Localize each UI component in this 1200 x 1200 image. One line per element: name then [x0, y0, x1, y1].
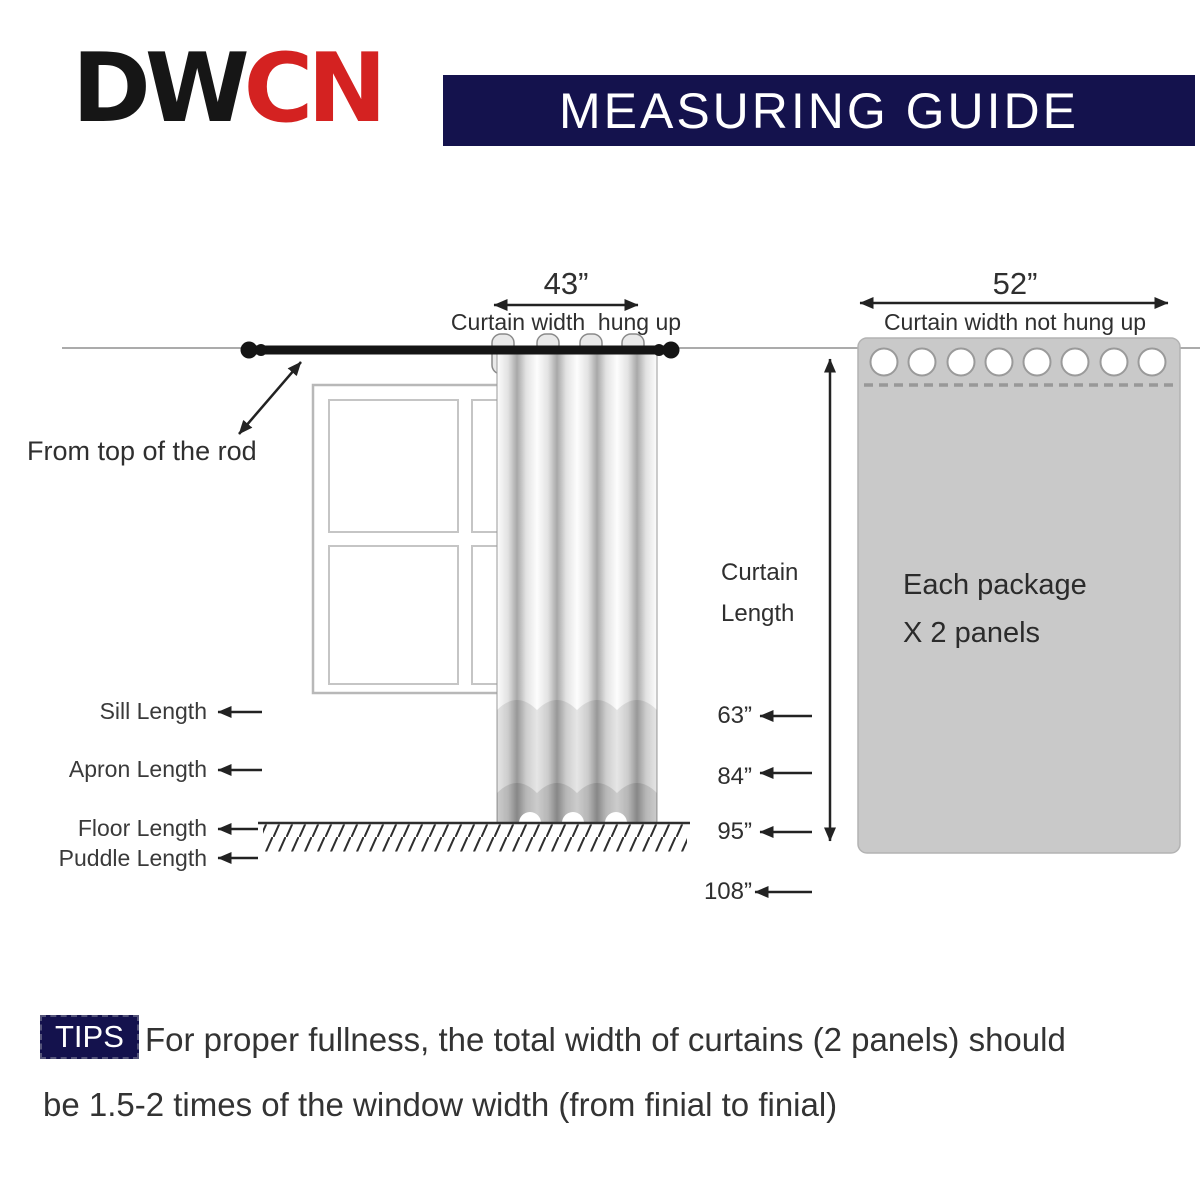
rod-note: From top of the rod — [27, 436, 257, 466]
mark-sill-length: Sill Length — [99, 698, 207, 724]
page-title-banner — [443, 75, 1195, 146]
mark-floor-length: Floor Length — [77, 815, 207, 841]
mark-puddle-length: Puddle Length — [58, 845, 207, 871]
tips-badge: TIPS — [40, 1015, 139, 1059]
hung-width-label: Curtain width hung up — [450, 309, 682, 335]
tips-line2: be 1.5-2 times of the window width (from finial to finial) — [43, 1086, 838, 1123]
brand-logo-black: DW — [72, 34, 244, 144]
length-option-63: 63” — [717, 702, 752, 729]
curtain-length-label-line2: Length — [721, 600, 795, 627]
length-option-95: 95” — [717, 818, 752, 845]
mark-apron-length: Apron Length — [68, 756, 207, 782]
curtain-length-label-line1: Curtain — [721, 559, 799, 586]
package-line1: Each package — [903, 569, 1087, 601]
flat-width-value: 52” — [992, 266, 1038, 301]
tips-line1: For proper fullness, the total width of curtains (2 panels) should — [145, 1021, 1066, 1058]
hung-width-value: 43” — [543, 266, 589, 301]
package-line2: X 2 panels — [903, 617, 1041, 649]
flat-width-label: Curtain width not hung up — [883, 309, 1147, 335]
hung-curtain — [492, 334, 657, 834]
brand-logo-red: CN — [243, 34, 381, 144]
length-option-84: 84” — [717, 763, 752, 790]
floor-hatch — [258, 823, 690, 852]
page-title: MEASURING GUIDE — [558, 82, 1080, 139]
length-option-108: 108” — [703, 878, 752, 905]
curtain-length-label — [721, 552, 798, 634]
brand-logo — [72, 34, 381, 144]
rod-distance-arrow — [239, 362, 301, 434]
